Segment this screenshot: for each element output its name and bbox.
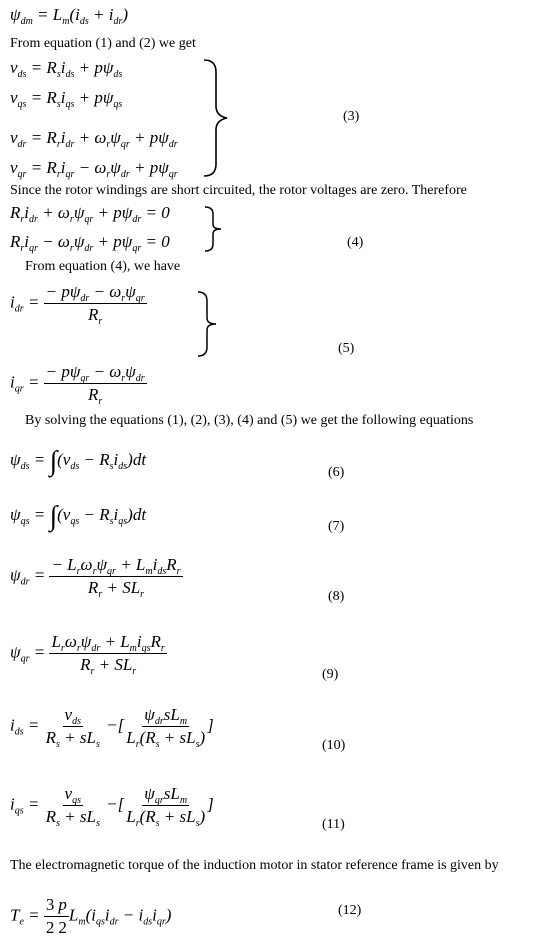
eq8: $\psi_{dr}$ = $\frac{- L_r\omega_r\psi_{qr} + L_mi_{ds}R_r}{R_r + SL_r}$ <box>10 555 181 600</box>
eq-number-10: (10) <box>322 738 346 753</box>
brace-eq3 <box>200 58 230 178</box>
eq-psi-dm: $\psi_{dm} = L_m(i_{ds} + i_{dr})$ <box>10 5 129 27</box>
eq3-vds: $v_{ds} = R_si_{ds} + p\psi_{ds}$ <box>10 58 123 80</box>
text-from-eq4: From equation (4), we have <box>25 259 181 274</box>
eq11: $i_{qs}$ = $\frac{v_{qs}}{R_s + sL_s}$ −[ $\frac{\psi_{qr}sL_m}{L_r(R_s + sL_s)}$ ] <box>10 784 214 829</box>
eq9: $\psi_{qr}$ = $\frac{L_r\omega_r\psi_{dr} + L_mi_{qs}R_r}{R_r + SL_r}$ <box>10 632 165 677</box>
eq5-idr: $i_{dr}$ = $\frac{- p\psi_{dr} - \omega_r\psi_{qr}}{R_r}$ <box>10 282 145 327</box>
eq-number-7: (7) <box>328 519 345 534</box>
eq4-b: $R_ri_{qr} - \omega_r\psi_{dr} + p\psi_{qr} = 0$ <box>10 232 170 254</box>
eq3-vqr: $v_{qr} = R_ri_{qr} - \omega_r\psi_{dr} + p\psi_{qr}$ <box>10 158 178 180</box>
brace-eq4 <box>202 205 224 253</box>
eq-number-9: (9) <box>322 667 339 682</box>
eq-number-6: (6) <box>328 465 345 480</box>
eq12: $T_e$ = $\frac{3}{2}$ $\frac{p}{2}$ $L_m(i_{qs}i_{dr} - i_{ds}i_{qr})$ <box>10 895 172 937</box>
eq3-vqs: $v_{qs} = R_si_{qs} + p\psi_{qs}$ <box>10 88 123 110</box>
eq-number-3: (3) <box>343 109 360 124</box>
text-rotor-short: Since the rotor windings are short circuited, the rotor voltages are zero. Therefore <box>10 183 467 198</box>
eq7: $\psi_{qs} = \int(v_{qs} - R_si_{qs})dt$ <box>10 501 147 532</box>
eq3-vdr: $v_{dr} = R_ri_{dr} + \omega_r\psi_{qr} + p\psi_{dr}$ <box>10 128 178 150</box>
eq-number-12: (12) <box>338 903 362 918</box>
eq-number-5: (5) <box>338 341 355 356</box>
eq-number-11: (11) <box>322 817 345 832</box>
eq5-iqr: $i_{qr}$ = $\frac{- p\psi_{qr} - \omega_r\psi_{dr}}{R_r}$ <box>10 362 145 407</box>
eq-number-8: (8) <box>328 589 345 604</box>
eq6: $\psi_{ds} = \int(v_{ds} - R_si_{ds})dt$ <box>10 446 147 477</box>
text-solving: By solving the equations (1), (2), (3), (4) and (5) we get the following equations <box>25 413 474 428</box>
eq4-a: $R_ri_{dr} + \omega_r\psi_{qr} + p\psi_{dr} = 0$ <box>10 203 170 225</box>
eq-number-4: (4) <box>347 235 364 250</box>
eq10: $i_{ds}$ = $\frac{v_{ds}}{R_s + sL_s}$ −[ $\frac{\psi_{dr}sL_m}{L_r(R_s + sL_s)}$ ] <box>10 705 214 750</box>
text-torque: The electromagnetic torque of the induction motor in stator reference frame is given by <box>10 858 499 873</box>
text-from-eq12: From equation (1) and (2) we get <box>10 36 196 51</box>
brace-eq5 <box>195 290 219 358</box>
